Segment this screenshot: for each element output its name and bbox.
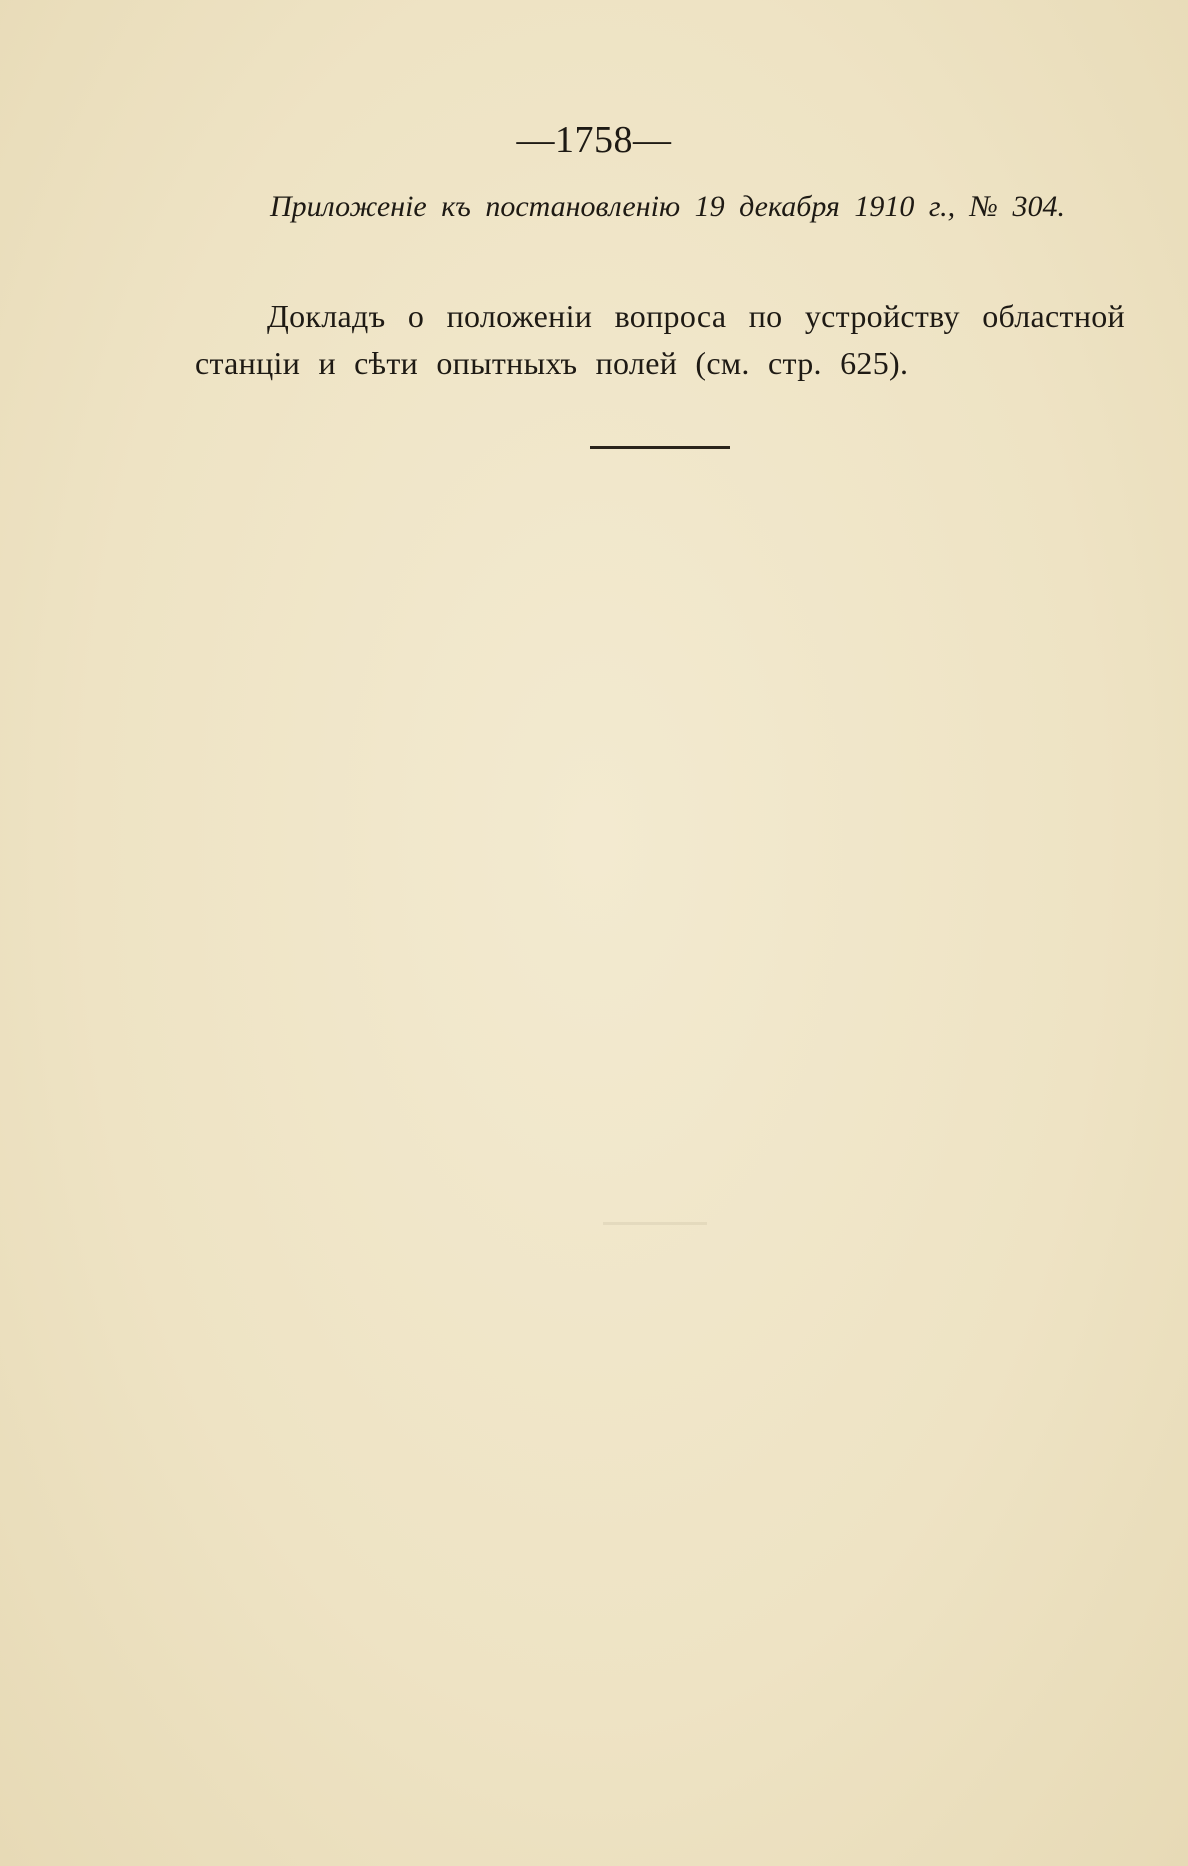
reverse-side-rule <box>603 1222 707 1225</box>
report-title <box>195 293 1125 387</box>
report-title-line-1: Докладъ о положенiи вопроса по устройству областной <box>267 298 1125 334</box>
section-divider <box>590 446 730 449</box>
page-number: —1758— <box>516 119 672 161</box>
appendix-reference: Приложенiе къ постановленiю 19 декабря 1910 г., № 304. <box>270 190 1065 223</box>
reverse-side-bleed-through <box>195 430 1135 645</box>
report-title-line-2: станцiи и сѣти опытныхъ полей (см. стр. 625). <box>195 345 909 381</box>
